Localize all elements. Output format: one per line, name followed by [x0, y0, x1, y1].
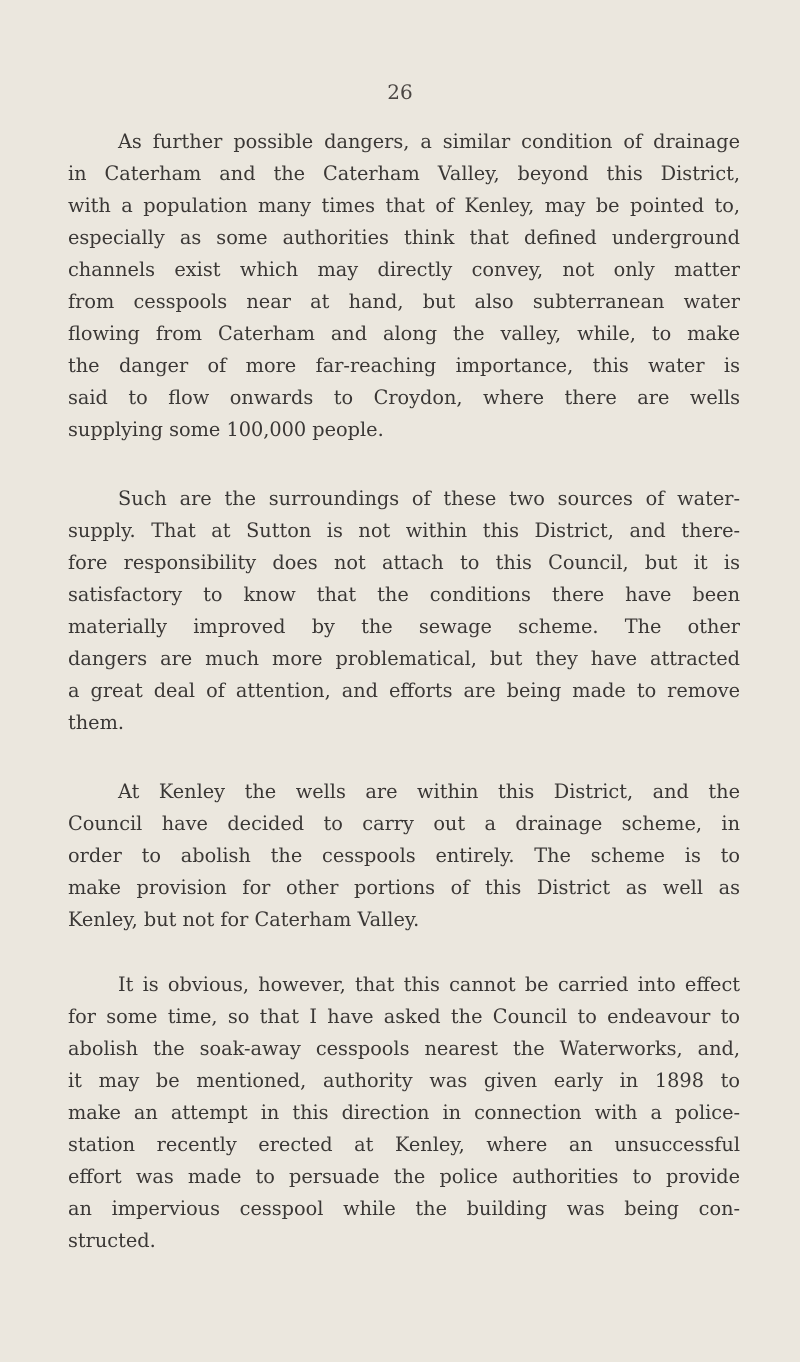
text-line: structed.	[68, 1229, 156, 1252]
text-line: said to flow onwards to Croydon, where there are wells	[68, 386, 740, 409]
text-line: in Caterham and the Caterham Valley, beyond this District,	[68, 162, 740, 185]
text-line: flowing from Caterham and along the valley, while, to make	[68, 322, 740, 345]
text-line: Council have decided to carry out a drainage scheme, in	[68, 812, 740, 835]
paragraph-kenley-scheme	[68, 776, 740, 936]
text-line: make provision for other portions of this District as well as	[68, 876, 740, 899]
text-line: abolish the soak-away cesspools nearest the Waterworks, and,	[68, 1037, 740, 1060]
text-line: the danger of more far-reaching importance, this water is	[68, 354, 740, 377]
paragraph-surroundings	[68, 483, 740, 739]
text-line: satisfactory to know that the conditions there have been	[68, 583, 740, 606]
text-line: station recently erected at Kenley, where an unsuccessful	[68, 1133, 740, 1156]
text-line: supply. That at Sutton is not within this District, and there-	[68, 519, 740, 542]
text-line: it may be mentioned, authority was given early in 1898 to	[68, 1069, 740, 1092]
paragraph-further-dangers	[68, 126, 740, 446]
page-number: 26	[387, 80, 413, 104]
text-line: an impervious cesspool while the building was being con-	[68, 1197, 740, 1220]
text-line: order to abolish the cesspools entirely. The scheme is to	[68, 844, 740, 867]
text-line: dangers are much more problematical, but they have attracted	[68, 647, 740, 670]
text-line: As further possible dangers, a similar condition of drainage	[118, 130, 740, 153]
text-line: especially as some authorities think that defined underground	[68, 226, 740, 249]
text-line: supplying some 100,000 people.	[68, 418, 384, 441]
text-line: from cesspools near at hand, but also subterranean water	[68, 290, 740, 313]
text-line: with a population many times that of Kenley, may be pointed to,	[68, 194, 740, 217]
text-line: a great deal of attention, and efforts are being made to remove	[68, 679, 740, 702]
text-line: for some time, so that I have asked the Council to endeavour to	[68, 1005, 740, 1028]
text-line: materially improved by the sewage scheme. The other	[68, 615, 740, 638]
text-line: Kenley, but not for Caterham Valley.	[68, 908, 420, 931]
text-line: fore responsibility does not attach to this Council, but it is	[68, 551, 740, 574]
paragraph-obvious-however	[68, 969, 740, 1257]
text-line: effort was made to persuade the police authorities to provide	[68, 1165, 740, 1188]
text-line: them.	[68, 711, 124, 734]
text-line: At Kenley the wells are within this District, and the	[118, 780, 740, 803]
text-line: make an attempt in this direction in connection with a police-	[68, 1101, 740, 1124]
text-line: Such are the surroundings of these two sources of water-	[118, 487, 740, 510]
text-line: channels exist which may directly convey, not only matter	[68, 258, 740, 281]
text-line: It is obvious, however, that this cannot be carried into effect	[118, 973, 740, 996]
